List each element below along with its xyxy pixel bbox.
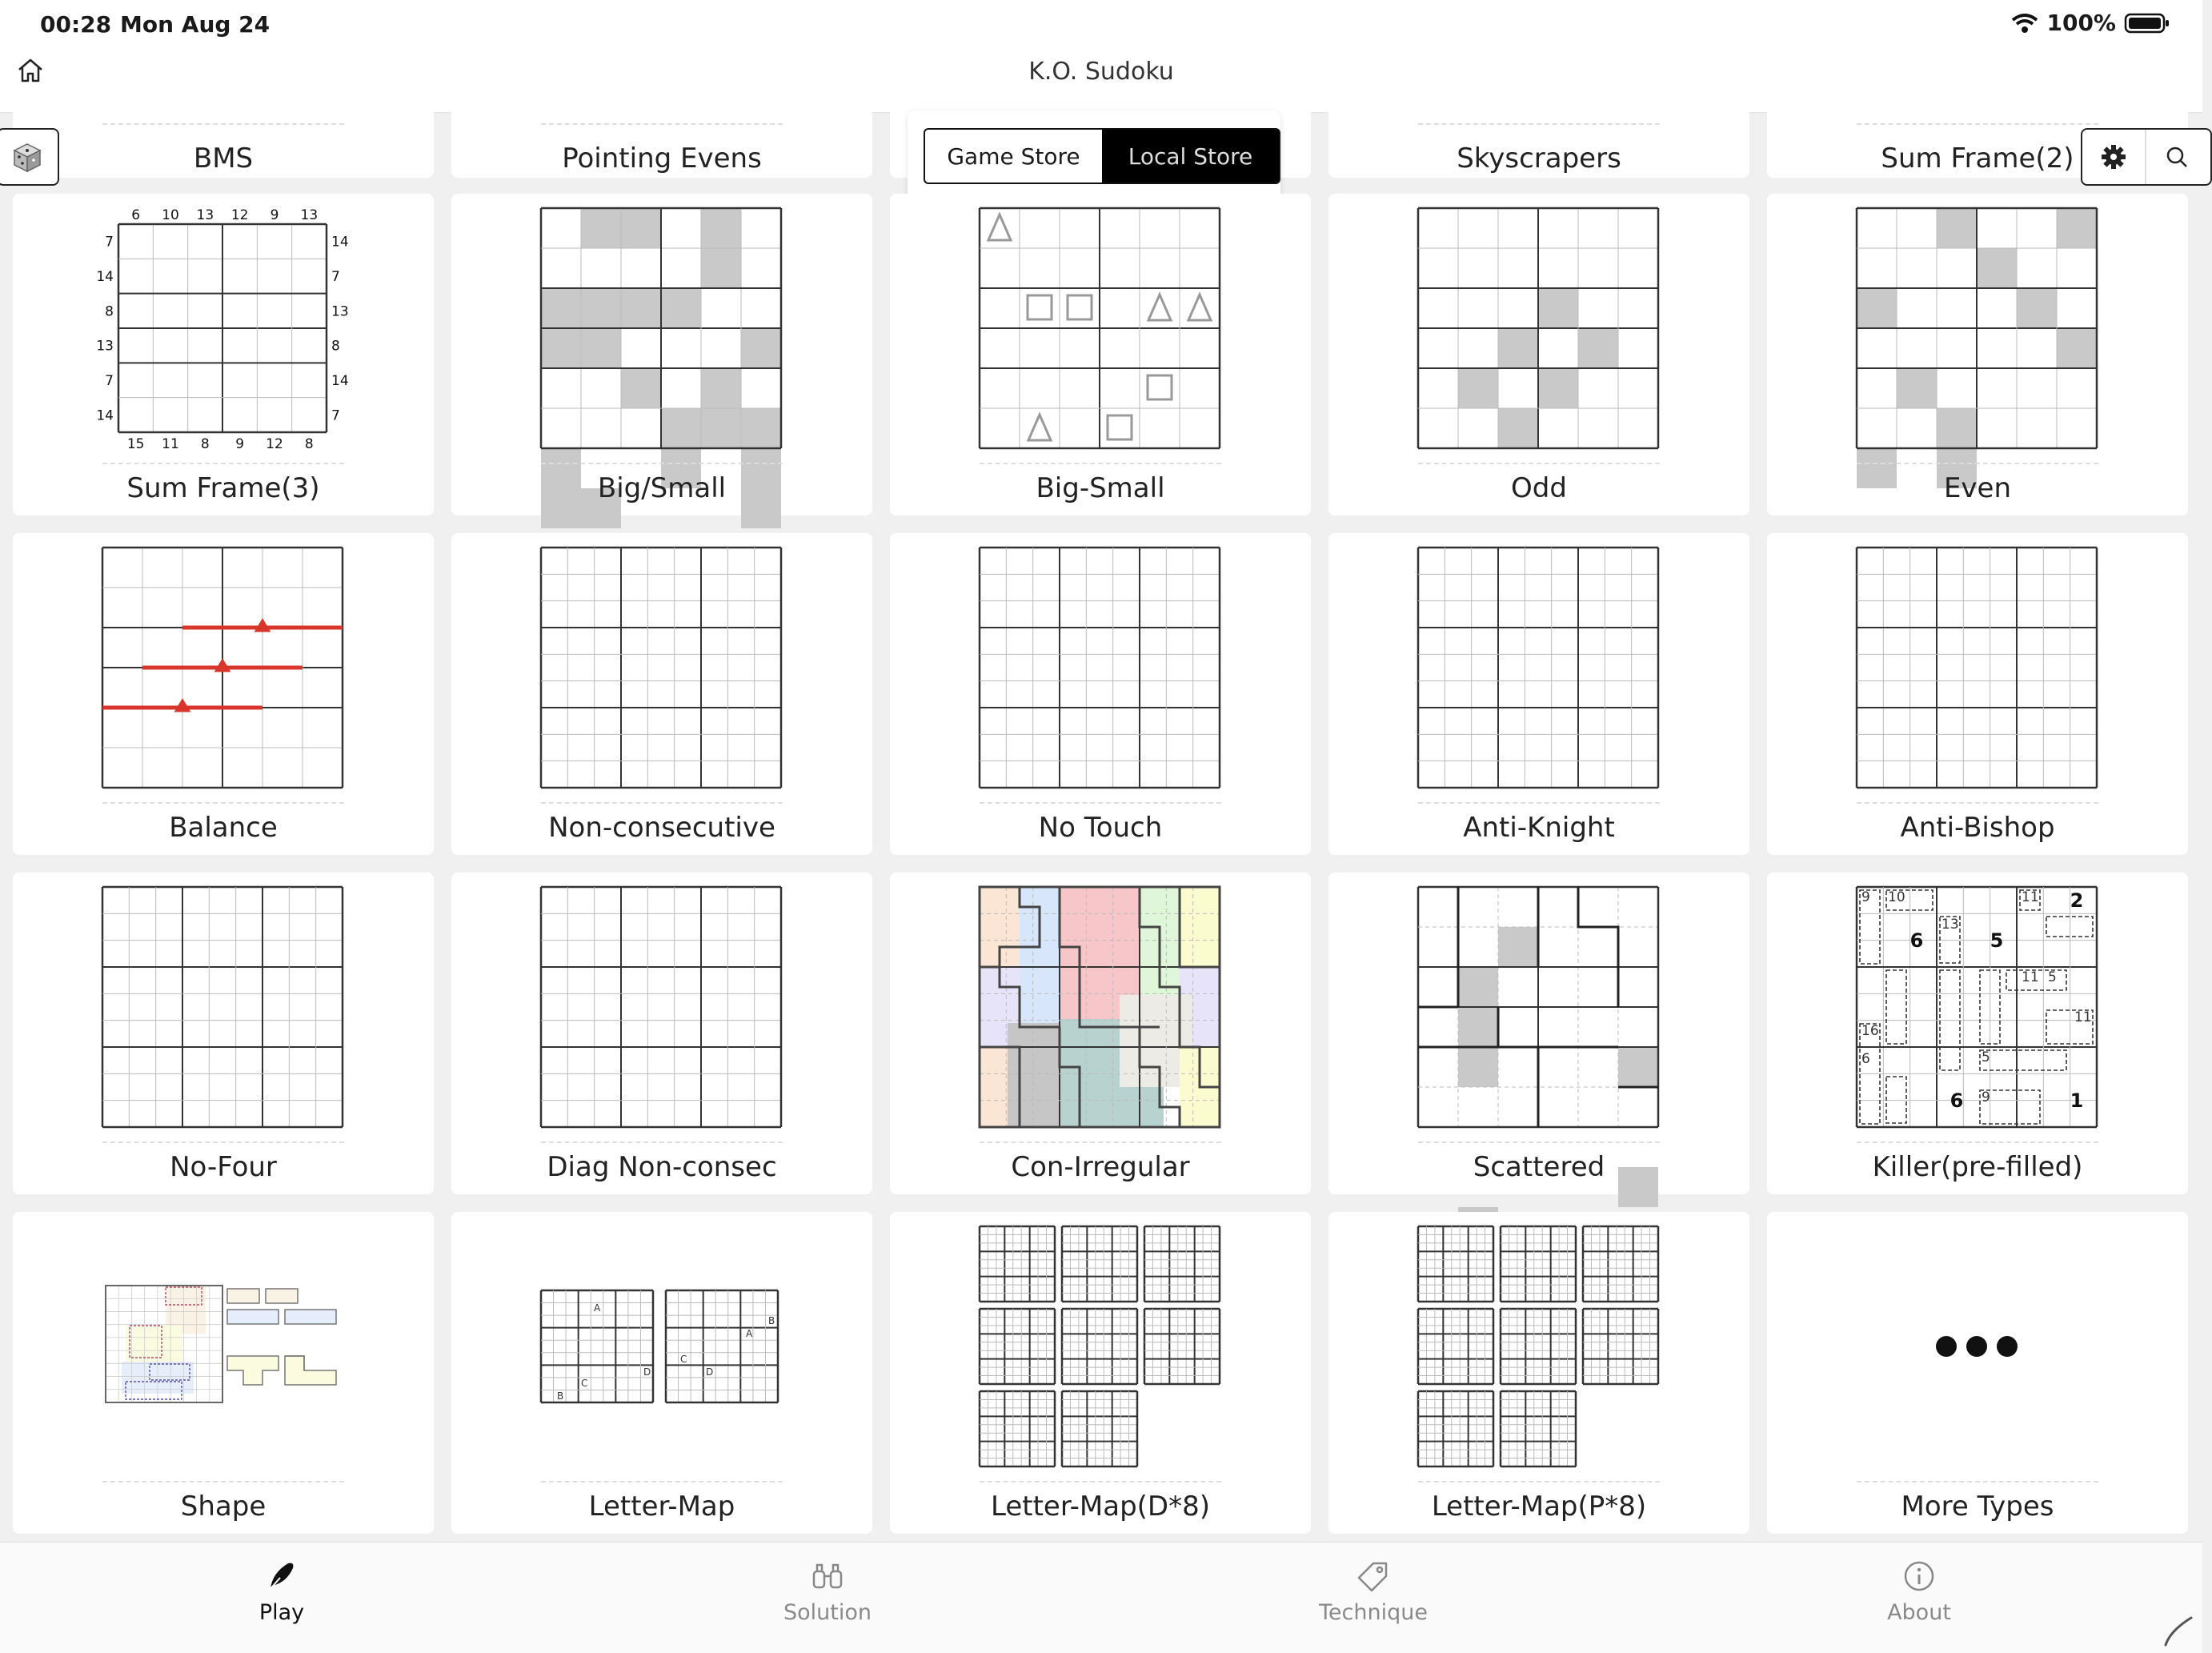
puzzle-type-card[interactable]	[451, 533, 872, 855]
info-icon	[1901, 1559, 1937, 1594]
anti-bishop-thumbnail	[1857, 548, 2097, 788]
svg-text:13: 13	[331, 303, 349, 320]
status-date: Mon Aug 24	[120, 11, 270, 38]
anti-knight-thumbnail	[1418, 548, 1658, 788]
svg-text:9: 9	[270, 207, 279, 223]
svg-text:5: 5	[1990, 929, 2004, 952]
tab-label: Technique	[1319, 1600, 1428, 1625]
puzzle-type-label: More Types	[1901, 1491, 2054, 1523]
svg-text:16: 16	[1861, 1023, 1879, 1039]
svg-text:C: C	[581, 1378, 588, 1389]
dice-icon	[0, 130, 58, 184]
svg-text:5: 5	[2048, 969, 2057, 985]
svg-text:D: D	[706, 1366, 714, 1378]
svg-text:A: A	[594, 1302, 601, 1314]
svg-text:14: 14	[96, 269, 114, 285]
status-bar	[0, 0, 2202, 51]
tab-label: Play	[258, 1600, 305, 1625]
puzzle-type-card[interactable]	[1328, 194, 1749, 516]
puzzle-type-label: Scattered	[1473, 1151, 1605, 1183]
puzzle-type-label: Sum Frame(3)	[126, 472, 320, 504]
svg-text:15: 15	[126, 436, 145, 452]
letter-map-d8-thumbnail	[980, 1226, 1220, 1466]
svg-text:B: B	[557, 1390, 564, 1402]
puzzle-type-label: Big/Small	[597, 472, 727, 504]
odd-thumbnail	[1418, 208, 1658, 448]
non-consecutive-thumbnail	[541, 548, 781, 788]
svg-text:6: 6	[131, 207, 141, 223]
puzzle-type-label: Sum Frame(2)	[1881, 142, 2074, 175]
shape-thumbnail	[102, 1226, 343, 1466]
scattered-thumbnail	[1418, 887, 1658, 1127]
puzzle-type-card[interactable]	[1328, 533, 1749, 855]
svg-text:11: 11	[2022, 889, 2039, 905]
diag-non-consec-thumbnail	[541, 887, 781, 1127]
svg-text:7: 7	[105, 373, 114, 389]
store-segmented-control	[924, 128, 1280, 184]
gear-icon	[2082, 130, 2145, 184]
svg-text:5: 5	[1982, 1049, 1990, 1065]
puzzle-type-label: Killer(pre-filled)	[1872, 1151, 2083, 1183]
big-small-thumbnail	[541, 208, 781, 448]
puzzle-type-card[interactable]	[13, 533, 434, 855]
svg-text:14: 14	[331, 234, 349, 251]
battery-percentage: 100%	[2046, 10, 2116, 36]
puzzle-type-label: Diag Non-consec	[547, 1151, 777, 1183]
settings-button[interactable]	[2082, 130, 2146, 184]
svg-text:6: 6	[1909, 929, 1924, 952]
game-store-tab[interactable]: Game Store	[947, 142, 1080, 170]
puzzle-type-card[interactable]	[13, 112, 434, 178]
puzzle-type-label: Con-Irregular	[1011, 1151, 1190, 1183]
puzzle-type-label: Skyscrapers	[1457, 142, 1621, 175]
svg-text:A: A	[746, 1328, 753, 1339]
svg-text:10: 10	[162, 207, 179, 223]
puzzle-type-label: No Touch	[1038, 812, 1163, 844]
puzzle-type-label: Anti-Bishop	[1900, 812, 2055, 844]
puzzle-type-label: Even	[1943, 472, 2012, 504]
svg-text:9: 9	[235, 436, 245, 452]
no-touch-thumbnail	[980, 548, 1220, 788]
toolbar-buttons	[2081, 128, 2212, 186]
puzzle-type-label: Balance	[169, 812, 278, 844]
svg-text:B: B	[768, 1315, 775, 1326]
page-title: K.O. Sudoku	[1028, 58, 1174, 86]
puzzle-type-label: Letter-Map(P*8)	[1431, 1491, 1647, 1523]
svg-text:1: 1	[2070, 1089, 2084, 1112]
tab-bar	[0, 1542, 2202, 1653]
store-toggle-popover	[908, 110, 1280, 202]
svg-text:8: 8	[105, 303, 114, 320]
svg-text:14: 14	[331, 373, 349, 389]
svg-text:14: 14	[96, 407, 114, 424]
puzzle-type-card[interactable]	[1328, 873, 1749, 1194]
binoculars-icon	[810, 1559, 845, 1594]
puzzle-type-card[interactable]	[1767, 873, 2188, 1194]
svg-text:8: 8	[304, 436, 314, 452]
svg-text:11: 11	[162, 436, 179, 452]
puzzle-type-label: Big-Small	[1036, 472, 1165, 504]
svg-text:7: 7	[105, 234, 114, 251]
svg-text:2: 2	[2070, 889, 2084, 912]
puzzle-type-label: No-Four	[170, 1151, 277, 1183]
feather-icon	[264, 1559, 299, 1594]
svg-text:D: D	[643, 1366, 651, 1378]
puzzle-type-card[interactable]	[1328, 112, 1749, 178]
puzzle-type-label: BMS	[193, 142, 254, 175]
svg-text:13: 13	[1942, 917, 1959, 933]
letter-map-p8-thumbnail	[1418, 1226, 1658, 1466]
puzzle-type-card[interactable]	[451, 194, 872, 516]
puzzle-type-card[interactable]	[1767, 194, 2188, 516]
svg-text:8: 8	[200, 436, 210, 452]
tag-icon	[1356, 1559, 1391, 1594]
puzzle-type-label: Anti-Knight	[1463, 812, 1615, 844]
tab-label: About	[1887, 1600, 1951, 1625]
puzzle-type-card[interactable]	[890, 533, 1311, 855]
svg-text:6: 6	[1861, 1051, 1870, 1067]
tab-about[interactable]	[1839, 1559, 1999, 1625]
svg-text:8: 8	[331, 338, 340, 355]
svg-text:12: 12	[230, 207, 249, 223]
search-button[interactable]	[2146, 130, 2209, 184]
puzzle-type-card[interactable]	[13, 194, 434, 516]
svg-text:10: 10	[1888, 889, 1905, 905]
even-thumbnail	[1857, 208, 2097, 448]
random-puzzle-button[interactable]	[0, 128, 59, 186]
puzzle-type-label: Odd	[1511, 472, 1567, 504]
svg-text:9: 9	[1861, 889, 1870, 905]
puzzle-type-card[interactable]	[1328, 1212, 1749, 1534]
svg-text:C: C	[680, 1354, 687, 1365]
svg-text:13: 13	[196, 207, 214, 223]
puzzle-type-card[interactable]	[451, 112, 872, 178]
puzzle-type-card[interactable]	[890, 873, 1311, 1194]
no-four-thumbnail	[102, 887, 343, 1127]
status-indicators	[2011, 10, 2170, 36]
puzzle-type-card[interactable]	[890, 194, 1311, 516]
navigation-bar	[0, 51, 2202, 113]
puzzle-type-label: Letter-Map	[588, 1491, 735, 1523]
puzzle-type-card[interactable]	[13, 1212, 434, 1534]
puzzle-type-label: Letter-Map(D*8)	[990, 1491, 1210, 1523]
puzzle-type-card[interactable]	[451, 1212, 872, 1534]
tab-solution[interactable]	[747, 1559, 908, 1625]
svg-text:13: 13	[300, 207, 319, 223]
puzzle-type-card[interactable]	[13, 873, 434, 1194]
tab-technique[interactable]	[1293, 1559, 1453, 1625]
wifi-icon	[2011, 13, 2038, 34]
svg-text:7: 7	[331, 269, 340, 285]
status-time: 00:28	[40, 11, 112, 38]
balance-thumbnail	[102, 548, 343, 788]
tab-play[interactable]	[202, 1559, 362, 1625]
svg-text:12: 12	[266, 436, 283, 452]
puzzle-type-label: Shape	[180, 1491, 266, 1523]
battery-icon	[2124, 12, 2170, 34]
svg-text:11: 11	[2074, 1009, 2092, 1025]
big-small-symbols-thumbnail	[980, 208, 1220, 448]
svg-text:7: 7	[331, 407, 340, 424]
svg-text:6: 6	[1950, 1089, 1964, 1112]
pencil-stroke-icon	[2162, 1615, 2194, 1647]
local-store-tab[interactable]: Local Store	[1102, 130, 1279, 183]
svg-text:9: 9	[1982, 1089, 1990, 1105]
sum-frame-thumbnail	[96, 207, 349, 452]
svg-text:11: 11	[2022, 969, 2039, 985]
killer-prefilled-thumbnail	[1857, 887, 2097, 1127]
more-types-card[interactable]	[1767, 1212, 2188, 1534]
more-icon	[1857, 1226, 2097, 1466]
puzzle-type-label: Non-consecutive	[548, 812, 775, 844]
puzzle-type-label: Pointing Evens	[562, 142, 762, 175]
tab-label: Solution	[783, 1600, 872, 1625]
puzzle-type-card[interactable]	[451, 873, 872, 1194]
puzzle-type-card[interactable]	[1767, 533, 2188, 855]
search-icon	[2146, 130, 2209, 184]
con-irregular-thumbnail	[980, 887, 1220, 1127]
puzzle-type-card[interactable]	[890, 1212, 1311, 1534]
svg-text:13: 13	[96, 338, 114, 355]
letter-map-thumbnail	[541, 1226, 781, 1466]
